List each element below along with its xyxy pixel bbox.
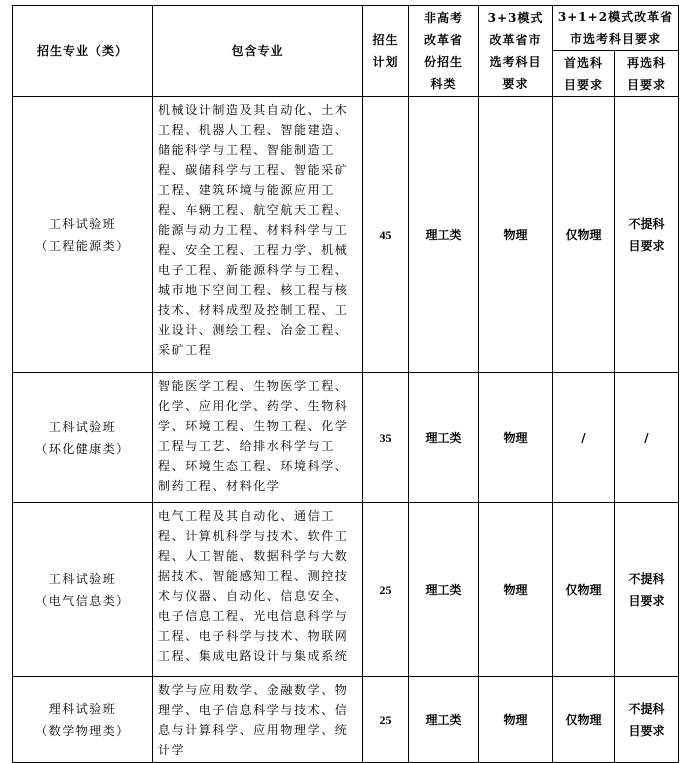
table-header xyxy=(13,6,679,97)
quota-cell: 45 xyxy=(363,97,409,373)
majors-cell: 智能医学工程、生物医学工程、化学、应用化学、药学、生物科学、环境工程、生物工程、化学工程与工艺、给排水科学与工程、环境生态工程、环境科学、制药工程、材料化学 xyxy=(153,373,363,503)
33-requirement-cell: 物理 xyxy=(479,373,553,503)
track-category: （电气信息类） xyxy=(35,593,130,608)
majors-cell: 电气工程及其自动化、通信工程、计算机科学与技术、软件工程、人工智能、数据科学与大数据技术、智能感知工程、测控技术与仪器、自动化、信息安全、电子信息工程、光电信息科学与工程、电子科学与技术、物联网工程、集成电路设计与集成系统 xyxy=(153,503,363,677)
312-first-cell: 仅物理 xyxy=(553,503,615,677)
majors-cell: 数学与应用数学、金融数学、物理学、电子信息科学与技术、信息与计算科学、应用物理学、统计学 xyxy=(153,677,363,763)
non-reform-category-cell: 理工类 xyxy=(409,97,479,373)
track-cell xyxy=(13,503,153,677)
non-reform-category-cell: 理工类 xyxy=(409,373,479,503)
33-requirement-cell: 物理 xyxy=(479,97,553,373)
312-second-cell: / xyxy=(615,373,679,503)
header-majors: 包含专业 xyxy=(153,6,363,97)
track-name: 工科试验班 xyxy=(48,216,117,231)
312-first-cell: 仅物理 xyxy=(553,677,615,763)
header-quota: 招生计划 xyxy=(363,6,409,97)
header-track: 招生专业（类） xyxy=(13,6,153,97)
track-name: 理科试验班 xyxy=(48,701,117,716)
majors-cell: 机械设计制造及其自动化、土木工程、机器人工程、智能建造、储能科学与工程、智能制造工程、碳储科学与工程、智能采矿工程、建筑环境与能源应用工程、车辆工程、航空航天工程、能源与动力工程、材料科学与工程、安全工程、工程力学、机械电子工程、新能源科学与工程、城市地下空间工程、核工程与核技术、材料成型及控制工程、工业设计、测绘工程、冶金工程、采矿工程 xyxy=(153,97,363,373)
quota-cell: 35 xyxy=(363,373,409,503)
header-312-group: 3+1+2模式改革省市选考科目要求 xyxy=(553,6,679,51)
admission-plan-table xyxy=(12,5,679,763)
track-cell xyxy=(13,677,153,763)
track-name: 工科试验班 xyxy=(48,571,117,586)
312-second-cell: 不提科目要求 xyxy=(615,503,679,677)
header-312-first: 首选科目要求 xyxy=(553,51,615,97)
track-cell xyxy=(13,373,153,503)
header-312-second: 再选科目要求 xyxy=(615,51,679,97)
quota-cell: 25 xyxy=(363,503,409,677)
non-reform-category-cell: 理工类 xyxy=(409,503,479,677)
track-name: 工科试验班 xyxy=(48,419,117,434)
track-category: （环化健康类） xyxy=(35,441,130,456)
track-category: （数学物理类） xyxy=(35,723,130,738)
312-first-cell: / xyxy=(553,373,615,503)
312-second-cell: 不提科目要求 xyxy=(615,97,679,373)
table-row xyxy=(13,373,679,503)
312-second-cell: 不提科目要求 xyxy=(615,677,679,763)
quota-cell: 25 xyxy=(363,677,409,763)
track-cell xyxy=(13,97,153,373)
33-requirement-cell: 物理 xyxy=(479,503,553,677)
33-requirement-cell: 物理 xyxy=(479,677,553,763)
track-category: （工程能源类） xyxy=(35,238,130,253)
header-non-reform-category: 非高考改革省份招生科类 xyxy=(409,6,479,97)
table-row xyxy=(13,503,679,677)
312-first-cell: 仅物理 xyxy=(553,97,615,373)
table-row xyxy=(13,677,679,763)
header-33-requirement: 3+3模式改革省市选考科目要求 xyxy=(479,6,553,97)
table-row xyxy=(13,97,679,373)
non-reform-category-cell: 理工类 xyxy=(409,677,479,763)
